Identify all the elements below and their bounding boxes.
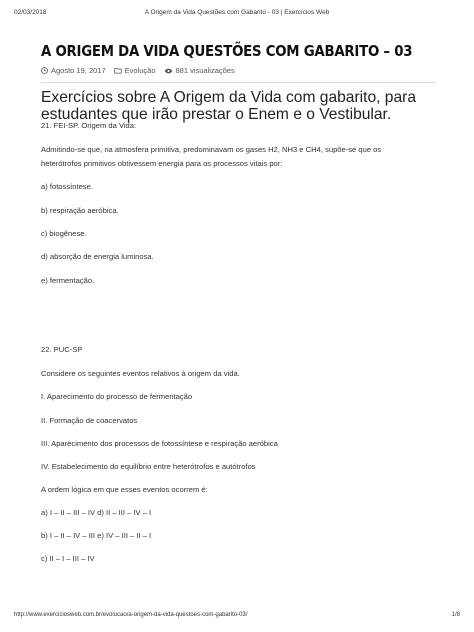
q21-option-c: c) biogênese.: [41, 229, 87, 238]
print-page-title: A Origem da Vida Questões com Gabarito - 03 | Exercícios Web: [144, 9, 330, 16]
q22-question: A ordem lógica em que esses eventos ocorrem é:: [41, 485, 208, 494]
q21-stem-line-1: Admitindo-se que, na atmosfera primitiva, predominavam os gases H2, NH3 e CH4, supõe-se que os: [41, 145, 382, 154]
q22-option-c: c) II – I – III – IV: [41, 554, 95, 563]
article-body: [41, 0, 461, 632]
q21-heading: 21. FEI-SP. Origem da Vida:: [41, 121, 137, 130]
q22-intro: Considere os seguintes eventos relativos à origem da vida.: [41, 369, 240, 378]
q22-option-a-d: a) I – II – III – IV d) II – III – IV – I: [41, 508, 152, 517]
print-footer: [14, 612, 460, 622]
q22-event-4: IV. Estabelecimento do equilíbrio entre heterótrofos e autótrofos: [41, 462, 256, 471]
article-lead: Exercícios sobre A Origem da Vida com gabarito, para estudantes que irão prestar o Enem e o Vestibular.: [41, 89, 417, 123]
article-title: A ORIGEM DA VIDA QUESTÕES COM GABARITO – 03: [41, 42, 413, 60]
q21-option-a: a) fotossíntese.: [41, 182, 93, 191]
q22-event-3: III. Aparecimento dos processos de fotossíntese e respiração aeróbica: [41, 439, 278, 448]
q21-option-e: e) fermentação.: [41, 276, 95, 285]
q22-heading: 22. PUC-SP: [41, 345, 83, 354]
print-date: 02/03/2018: [14, 9, 47, 16]
q22-option-b-e: b) I – II – IV – III e) IV – III – II – I: [41, 531, 152, 540]
meta-views-text: 881 visualizações: [175, 66, 235, 75]
q21-option-b: b) respiração aeróbica.: [41, 206, 119, 215]
meta-category-link[interactable]: Evolução: [124, 66, 156, 75]
meta-date-text: Agosto 19, 2017: [51, 66, 106, 75]
q21-option-d: d) absorção de energia luminosa.: [41, 252, 154, 261]
print-page-number: 1/8: [451, 612, 460, 618]
print-url[interactable]: http://www.exerciciosweb.com.br/evolucao/a-origem-da-vida-questoes-com-gabarito-03/: [14, 612, 248, 618]
q21-stem-line-2: heterótrofos primitivos obtivessem energia para os processos vitais por:: [41, 159, 283, 168]
q22-event-1: I. Aparecimento do processo de fermentação: [41, 392, 193, 401]
q22-event-2: II. Formação de coacervatos: [41, 416, 138, 425]
